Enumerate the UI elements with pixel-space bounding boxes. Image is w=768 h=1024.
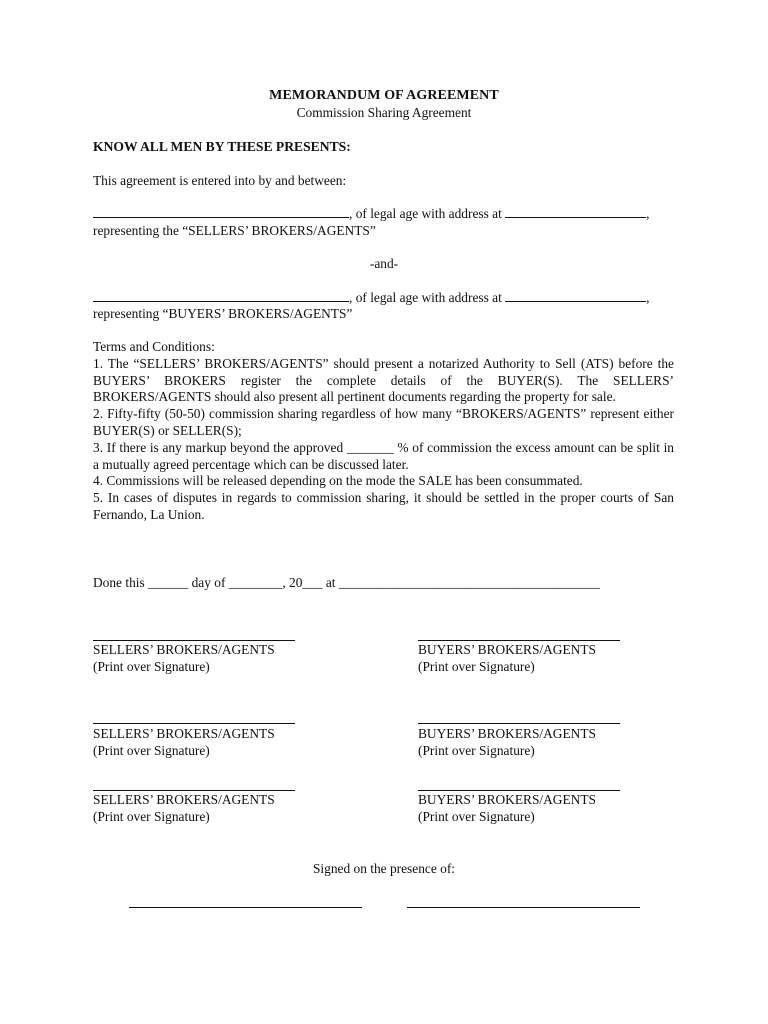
buyer-signature-line[interactable] — [418, 640, 620, 641]
done-this-line: Done this ______ day of ________, 20___ at _______________________________________ — [93, 575, 600, 590]
buyers-address-blank[interactable] — [505, 290, 646, 302]
document-title: MEMORANDUM OF AGREEMENT — [269, 88, 499, 103]
term-item: 1. The “SELLERS’ BROKERS/AGENTS” should present a notarized Authority to Sell (ATS) before the BUYERS’ BROKERS register the complete details of the BUYER(S). The SELLERS’ BROKERS/AGENTS should also present all pertinent documents regarding the property for sale. — [93, 355, 674, 405]
sellers-representing: representing the “SELLERS’ BROKERS/AGENTS” — [93, 223, 376, 238]
buyer-signature-label: BUYERS’ BROKERS/AGENTS (Print over Signature) — [418, 792, 596, 824]
witness-signature-line[interactable] — [129, 907, 362, 908]
sellers-legal-text: , of legal age with address at — [349, 206, 506, 221]
sellers-line-end: , — [646, 206, 650, 221]
buyers-line-end: , — [646, 290, 650, 305]
preamble-intro: This agreement is entered into by and between: — [93, 173, 347, 188]
term-item: 5. In cases of disputes in regards to commission sharing, it should be settled in the proper courts of San Fernando, La Union. — [93, 490, 674, 522]
and-separator: -and- — [369, 256, 399, 271]
buyers-name-blank[interactable] — [93, 290, 349, 302]
buyer-signature-line[interactable] — [418, 723, 620, 724]
seller-signature-label: SELLERS’ BROKERS/AGENTS (Print over Signature) — [93, 642, 275, 674]
sellers-party-line — [93, 206, 650, 222]
seller-signature-line[interactable] — [93, 790, 295, 791]
preamble-heading: KNOW ALL MEN BY THESE PRESENTS: — [93, 139, 351, 154]
term-item: 2. Fifty-fifty (50-50) commission sharing regardless of how many “BROKERS/AGENTS” represent either BUYER(S) or SELLER(S); — [93, 406, 674, 438]
term-item: 4. Commissions will be released depending on the mode the SALE has been consummated. — [93, 473, 583, 489]
seller-signature-label: SELLERS’ BROKERS/AGENTS (Print over Signature) — [93, 726, 275, 758]
buyer-signature-label: BUYERS’ BROKERS/AGENTS (Print over Signature) — [418, 726, 596, 758]
buyers-legal-text: , of legal age with address at — [349, 290, 506, 305]
terms-section — [93, 339, 674, 524]
witness-signature-line[interactable] — [407, 907, 640, 908]
buyer-signature-label: BUYERS’ BROKERS/AGENTS (Print over Signature) — [418, 642, 596, 674]
buyers-representing: representing “BUYERS’ BROKERS/AGENTS” — [93, 306, 353, 321]
sellers-name-blank[interactable] — [93, 206, 349, 218]
document-subtitle: Commission Sharing Agreement — [296, 105, 472, 120]
buyer-signature-line[interactable] — [418, 790, 620, 791]
sellers-address-blank[interactable] — [505, 206, 646, 218]
seller-signature-line[interactable] — [93, 723, 295, 724]
term-item: 3. If there is any markup beyond the approved _______ % of commission the excess amount can be split in a mutually agreed percentage which can be discussed later. — [93, 439, 674, 472]
buyers-party-line — [93, 290, 650, 306]
seller-signature-line[interactable] — [93, 640, 295, 641]
seller-signature-label: SELLERS’ BROKERS/AGENTS (Print over Signature) — [93, 792, 275, 824]
terms-heading: Terms and Conditions: — [93, 339, 215, 354]
witness-label: Signed on the presence of: — [312, 861, 456, 876]
